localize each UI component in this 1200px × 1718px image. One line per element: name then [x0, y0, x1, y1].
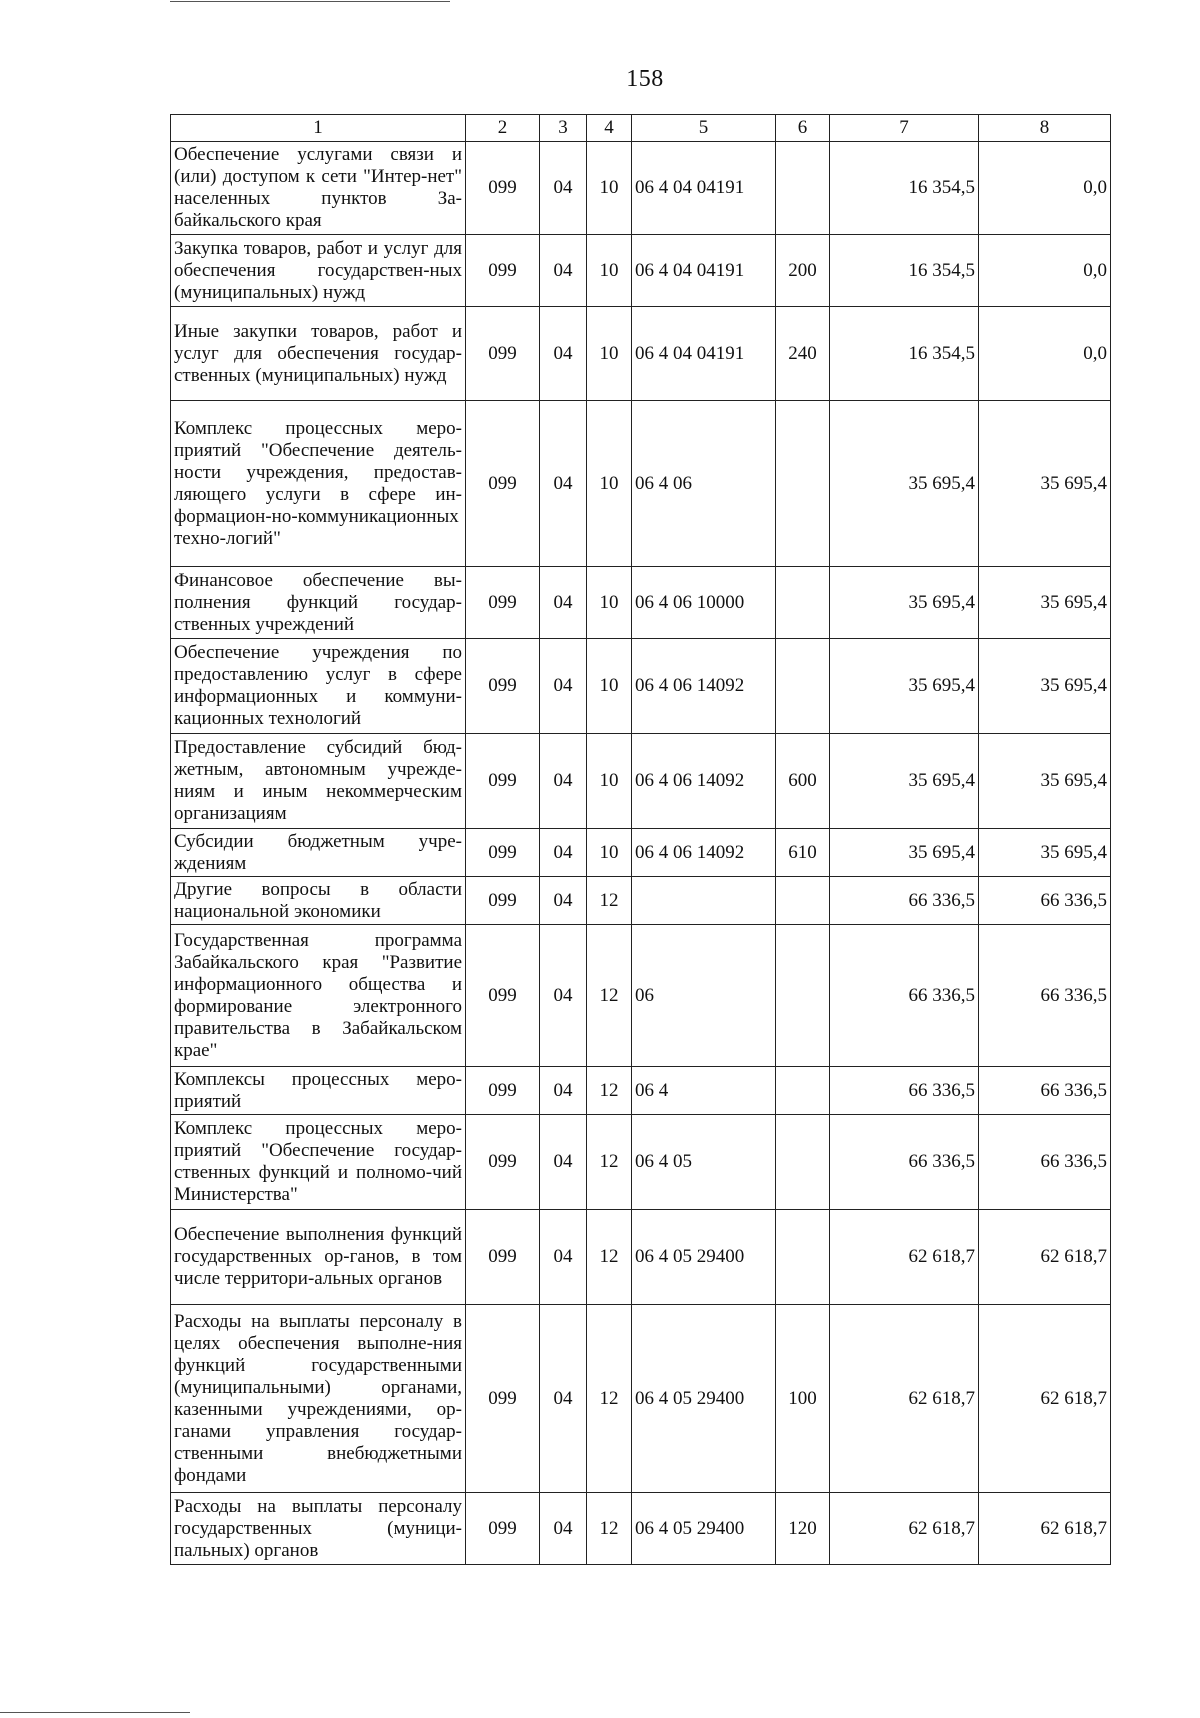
cell-expense-type: 240	[776, 307, 830, 401]
cell-section: 04	[540, 1115, 587, 1210]
table-row	[171, 1305, 1111, 1493]
cell-subsection: 10	[587, 734, 632, 829]
row-description: Предоставление субсидий бюд-жетным, автономным учрежде-ниям и иным некоммерческим организациям	[171, 734, 466, 829]
cell-amount-col7: 16 354,5	[830, 235, 979, 307]
table-row	[171, 1067, 1111, 1115]
cell-ministry: 099	[466, 401, 540, 567]
cell-amount-col7: 35 695,4	[830, 829, 979, 877]
scan-edge-bottom	[0, 1712, 190, 1713]
cell-expense-type: 100	[776, 1305, 830, 1493]
cell-subsection: 10	[587, 401, 632, 567]
cell-target-article: 06 4 06 10000	[632, 567, 776, 639]
cell-expense-type: 120	[776, 1493, 830, 1565]
cell-section: 04	[540, 1067, 587, 1115]
cell-subsection: 12	[587, 1210, 632, 1305]
cell-expense-type	[776, 1115, 830, 1210]
cell-subsection: 12	[587, 925, 632, 1067]
cell-subsection: 10	[587, 567, 632, 639]
cell-expense-type: 600	[776, 734, 830, 829]
cell-section: 04	[540, 1305, 587, 1493]
cell-amount-col7: 66 336,5	[830, 1067, 979, 1115]
cell-section: 04	[540, 307, 587, 401]
table-row	[171, 142, 1111, 235]
cell-ministry: 099	[466, 877, 540, 925]
cell-target-article: 06 4 06 14092	[632, 639, 776, 734]
cell-amount-col8: 66 336,5	[979, 1067, 1111, 1115]
column-header-4: 4	[587, 115, 632, 142]
cell-section: 04	[540, 925, 587, 1067]
cell-amount-col7: 35 695,4	[830, 639, 979, 734]
cell-expense-type	[776, 925, 830, 1067]
cell-ministry: 099	[466, 1305, 540, 1493]
cell-amount-col8: 0,0	[979, 235, 1111, 307]
cell-amount-col7: 16 354,5	[830, 307, 979, 401]
cell-section: 04	[540, 877, 587, 925]
cell-subsection: 10	[587, 307, 632, 401]
cell-ministry: 099	[466, 1493, 540, 1565]
cell-amount-col8: 35 695,4	[979, 639, 1111, 734]
cell-target-article: 06	[632, 925, 776, 1067]
table-row	[171, 925, 1111, 1067]
cell-expense-type: 610	[776, 829, 830, 877]
cell-subsection: 12	[587, 1305, 632, 1493]
cell-ministry: 099	[466, 567, 540, 639]
row-description: Расходы на выплаты персоналу государственных (муници-пальных) органов	[171, 1493, 466, 1565]
cell-ministry: 099	[466, 829, 540, 877]
budget-table	[170, 114, 1111, 1565]
cell-subsection: 10	[587, 235, 632, 307]
row-description: Обеспечение выполнения функций государственных ор-ганов, в том числе территори-альных органов	[171, 1210, 466, 1305]
cell-amount-col7: 35 695,4	[830, 401, 979, 567]
cell-ministry: 099	[466, 925, 540, 1067]
cell-subsection: 12	[587, 1067, 632, 1115]
table-row	[171, 401, 1111, 567]
cell-amount-col7: 62 618,7	[830, 1493, 979, 1565]
cell-target-article: 06 4 06 14092	[632, 829, 776, 877]
cell-expense-type	[776, 142, 830, 235]
table-row	[171, 307, 1111, 401]
cell-subsection: 12	[587, 1115, 632, 1210]
table-row	[171, 1210, 1111, 1305]
cell-expense-type: 200	[776, 235, 830, 307]
cell-target-article	[632, 877, 776, 925]
row-description: Другие вопросы в области национальной экономики	[171, 877, 466, 925]
row-description: Расходы на выплаты персоналу в целях обеспечения выполне-ния функций государственными (муниципальными) органами, казенными учреждениями, ор-ганами управления государ-ственными внебюджетными фондами	[171, 1305, 466, 1493]
column-header-1: 1	[171, 115, 466, 142]
cell-amount-col8: 35 695,4	[979, 401, 1111, 567]
cell-ministry: 099	[466, 1210, 540, 1305]
cell-amount-col8: 62 618,7	[979, 1210, 1111, 1305]
row-description: Комплексы процессных меро-приятий	[171, 1067, 466, 1115]
cell-amount-col7: 62 618,7	[830, 1210, 979, 1305]
cell-ministry: 099	[466, 1115, 540, 1210]
cell-expense-type	[776, 1210, 830, 1305]
cell-target-article: 06 4 05 29400	[632, 1493, 776, 1565]
cell-amount-col7: 66 336,5	[830, 925, 979, 1067]
cell-amount-col7: 62 618,7	[830, 1305, 979, 1493]
cell-amount-col7: 35 695,4	[830, 734, 979, 829]
table-row	[171, 567, 1111, 639]
cell-amount-col8: 66 336,5	[979, 877, 1111, 925]
cell-subsection: 12	[587, 1493, 632, 1565]
column-header-3: 3	[540, 115, 587, 142]
table-row	[171, 235, 1111, 307]
cell-subsection: 10	[587, 639, 632, 734]
cell-ministry: 099	[466, 639, 540, 734]
cell-section: 04	[540, 567, 587, 639]
page-number: 158	[626, 66, 664, 92]
cell-expense-type	[776, 877, 830, 925]
cell-amount-col8: 62 618,7	[979, 1493, 1111, 1565]
cell-amount-col8: 66 336,5	[979, 1115, 1111, 1210]
cell-section: 04	[540, 1210, 587, 1305]
cell-amount-col8: 35 695,4	[979, 829, 1111, 877]
table-row	[171, 829, 1111, 877]
cell-subsection: 10	[587, 829, 632, 877]
cell-amount-col8: 0,0	[979, 142, 1111, 235]
column-header-5: 5	[632, 115, 776, 142]
cell-section: 04	[540, 829, 587, 877]
row-description: Комплекс процессных меро-приятий "Обеспечение государ-ственных функций и полномо-чий Министерства"	[171, 1115, 466, 1210]
header-row	[171, 115, 1111, 142]
cell-amount-col7: 66 336,5	[830, 1115, 979, 1210]
scan-edge-top	[170, 1, 450, 2]
cell-target-article: 06 4	[632, 1067, 776, 1115]
cell-target-article: 06 4 04 04191	[632, 307, 776, 401]
row-description: Государственная программа Забайкальского края "Развитие информационного общества и формирование электронного правительства в Забайкальском крае"	[171, 925, 466, 1067]
cell-ministry: 099	[466, 307, 540, 401]
cell-target-article: 06 4 06	[632, 401, 776, 567]
row-description: Субсидии бюджетным учре-ждениям	[171, 829, 466, 877]
cell-ministry: 099	[466, 1067, 540, 1115]
table-row	[171, 1493, 1111, 1565]
row-description: Обеспечение учреждения по предоставлению услуг в сфере информационных и коммуни-кационных технологий	[171, 639, 466, 734]
table-row	[171, 734, 1111, 829]
cell-amount-col7: 35 695,4	[830, 567, 979, 639]
cell-amount-col7: 16 354,5	[830, 142, 979, 235]
table-row	[171, 639, 1111, 734]
cell-target-article: 06 4 04 04191	[632, 142, 776, 235]
cell-amount-col8: 0,0	[979, 307, 1111, 401]
cell-ministry: 099	[466, 235, 540, 307]
row-description: Обеспечение услугами связи и (или) доступом к сети "Интер-нет" населенных пунктов За-байкальского края	[171, 142, 466, 235]
cell-section: 04	[540, 734, 587, 829]
cell-subsection: 12	[587, 877, 632, 925]
cell-target-article: 06 4 04 04191	[632, 235, 776, 307]
table-row	[171, 1115, 1111, 1210]
cell-amount-col8: 62 618,7	[979, 1305, 1111, 1493]
cell-amount-col8: 35 695,4	[979, 734, 1111, 829]
cell-target-article: 06 4 06 14092	[632, 734, 776, 829]
cell-amount-col8: 35 695,4	[979, 567, 1111, 639]
cell-section: 04	[540, 639, 587, 734]
column-header-6: 6	[776, 115, 830, 142]
cell-section: 04	[540, 1493, 587, 1565]
cell-target-article: 06 4 05 29400	[632, 1210, 776, 1305]
column-header-7: 7	[830, 115, 979, 142]
cell-expense-type	[776, 1067, 830, 1115]
cell-section: 04	[540, 235, 587, 307]
cell-subsection: 10	[587, 142, 632, 235]
cell-ministry: 099	[466, 142, 540, 235]
column-header-8: 8	[979, 115, 1111, 142]
cell-target-article: 06 4 05	[632, 1115, 776, 1210]
row-description: Закупка товаров, работ и услуг для обеспечения государствен-ных (муниципальных) нужд	[171, 235, 466, 307]
cell-amount-col8: 66 336,5	[979, 925, 1111, 1067]
table-row	[171, 877, 1111, 925]
row-description: Финансовое обеспечение вы-полнения функций государ-ственных учреждений	[171, 567, 466, 639]
cell-expense-type	[776, 567, 830, 639]
row-description: Иные закупки товаров, работ и услуг для обеспечения государ-ственных (муниципальных) нужд	[171, 307, 466, 401]
cell-target-article: 06 4 05 29400	[632, 1305, 776, 1493]
cell-amount-col7: 66 336,5	[830, 877, 979, 925]
cell-expense-type	[776, 639, 830, 734]
cell-expense-type	[776, 401, 830, 567]
row-description: Комплекс процессных меро-приятий "Обеспечение деятель-ности учреждения, предостав-ляющего услуги в сфере ин-формацион-но-коммуникационных техно-логий"	[171, 401, 466, 567]
cell-ministry: 099	[466, 734, 540, 829]
cell-section: 04	[540, 142, 587, 235]
cell-section: 04	[540, 401, 587, 567]
column-header-2: 2	[466, 115, 540, 142]
